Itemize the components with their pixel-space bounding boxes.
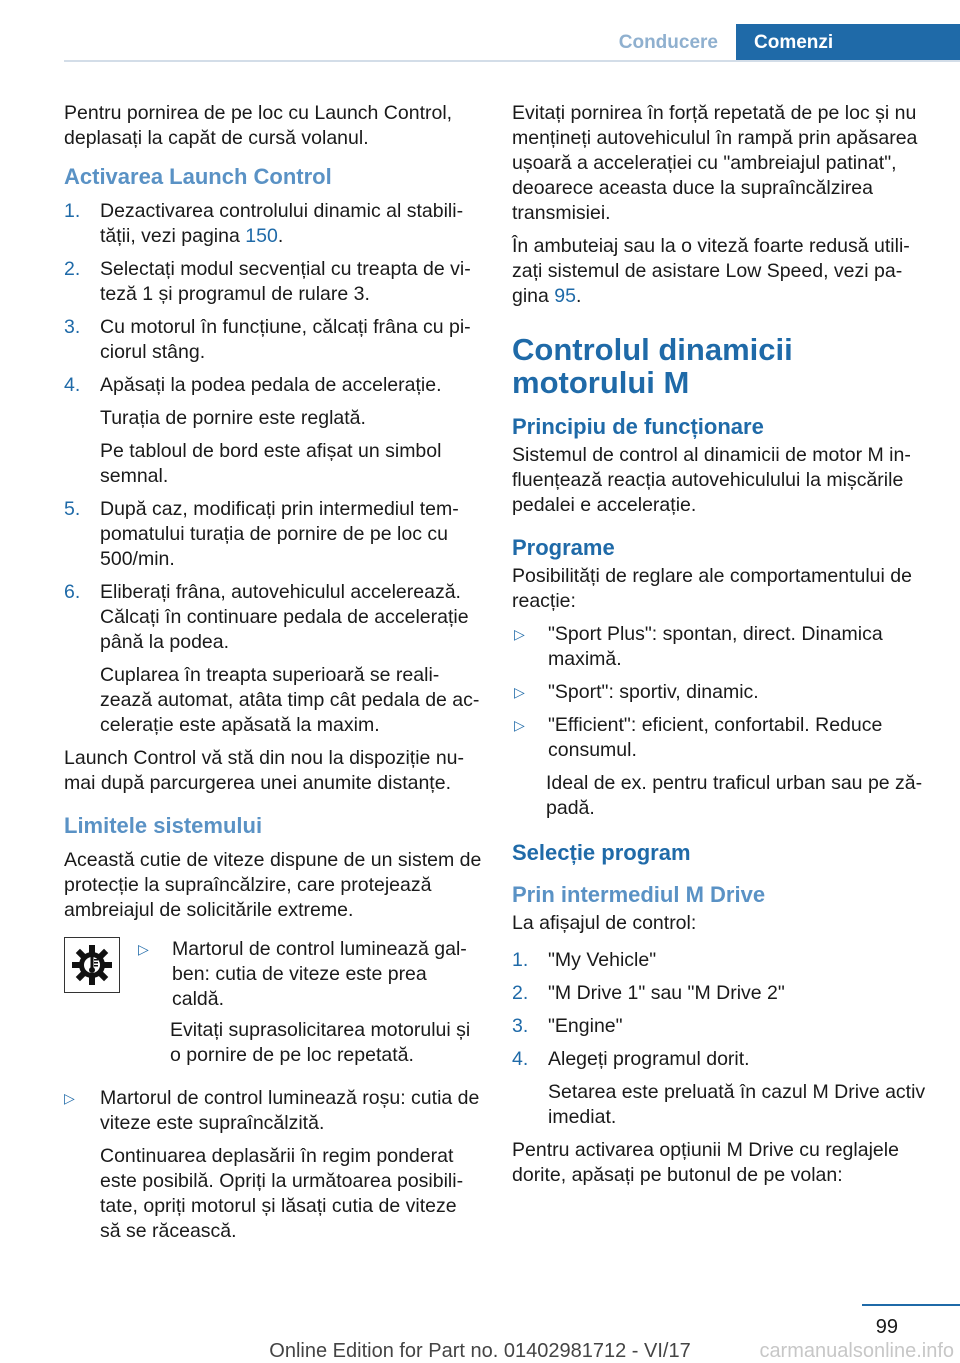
heading-activation: Activarea Launch Control — [64, 164, 332, 189]
gearbox-temperature-icon — [64, 937, 120, 993]
heading-selection: Selecție program — [512, 840, 691, 865]
step-text: "My Vehicle" — [548, 949, 657, 971]
step-6 — [64, 580, 482, 655]
triangle-bullet-icon: ▷ — [514, 717, 525, 733]
program-efficient-note: Ideal de ex. pentru traficul urban sau pe ză‐padă. — [546, 772, 923, 819]
mdrive-step — [512, 981, 930, 1006]
program-item — [512, 622, 930, 672]
footer-divider — [862, 1304, 960, 1306]
heading-principle: Principiu de funcționare — [512, 414, 764, 439]
mdrive-intro: La afișajul de control: — [512, 912, 697, 934]
header-divider — [64, 60, 960, 62]
triangle-bullet-icon: ▷ — [138, 941, 149, 957]
left-column — [64, 101, 482, 1252]
mdrive-step — [512, 948, 930, 973]
warning-yellow-line: Martorul de control luminează gal‐ben: cutia de viteze este prea caldă. — [172, 938, 467, 1010]
step-1 — [64, 199, 482, 249]
warning-yellow-note: Evitați suprasolicitarea motorului și o pornire de pe loc repetată. — [170, 1019, 471, 1066]
program-item — [512, 680, 930, 705]
warning-red — [64, 1086, 482, 1136]
step-number: 2. — [512, 982, 529, 1004]
low-speed-paragraph: În ambuteiaj sau la o viteză foarte redusă utili‐zați sistemul de asistare Low Speed, vezi pa‐gina 95. — [512, 235, 910, 307]
edition-footer: Online Edition for Part no. 01402981712 - VI/17 — [269, 1340, 691, 1362]
step-number: 1. — [64, 200, 81, 222]
watermark: carmanualsonline.info — [759, 1340, 954, 1362]
program-text: "Sport Plus": spontan, direct. Dinamica maximă. — [548, 623, 883, 670]
step-3 — [64, 315, 482, 365]
warning-yellow-text — [136, 937, 482, 1076]
triangle-bullet-icon: ▷ — [514, 626, 525, 642]
program-text: "Efficient": eficient, confortabil. Reduce consumul. — [548, 714, 883, 761]
step-number: 2. — [64, 258, 81, 280]
intro-paragraph: Pentru pornirea de pe loc cu Launch Control, deplasați la capăt de cursă volanul. — [64, 102, 453, 149]
triangle-bullet-icon: ▷ — [64, 1090, 75, 1106]
tab-conducere[interactable]: Conducere — [618, 32, 718, 53]
header-tabs — [601, 24, 960, 62]
step-2 — [64, 257, 482, 307]
step-number: 6. — [64, 581, 81, 603]
avoid-paragraph: Evitați pornirea în forță repetată de pe loc și nu mențineți autovehiculul în rampă prin apăsarea ușoară a accelerației cu "ambreiajul patinat", deoarece aceasta duce la supraîncălzirea transmisiei. — [512, 102, 918, 224]
tab-comenzi[interactable]: Comenzi — [736, 24, 960, 62]
mdrive-step — [512, 1047, 930, 1072]
final-paragraph: Pentru activarea opțiunii M Drive cu reglajele dorite, apăsați pe butonul de pe volan: — [512, 1139, 899, 1186]
heading-engine-dynamics: Controlul dinamicii motorului M — [512, 332, 793, 400]
right-column — [512, 101, 930, 1196]
page-link-150[interactable]: 150 — [245, 225, 278, 247]
step-6-note: Cuplarea în treapta superioară se reali‐zează automat, atâta timp cât pedala de ac‐celerație este apăsată la maxim. — [100, 664, 480, 736]
step-number: 4. — [512, 1048, 529, 1070]
warning-red-line: Martorul de control luminează roșu: cutia de viteze este supraîncălzită. — [100, 1087, 480, 1134]
step-number: 3. — [64, 316, 81, 338]
warning-red-note: Continuarea deplasării în regim ponderat este posibilă. Opriți la următoarea posibili‐tate, opriți motorul și lăsați cutia de viteze să se răcească. — [100, 1145, 464, 1242]
step-text: Cu motorul în funcțiune, călcați frâna cu pi‐ciorul stâng. — [100, 316, 471, 363]
step-number: 5. — [64, 498, 81, 520]
step-4 — [64, 373, 482, 398]
step-text: "Engine" — [548, 1015, 623, 1037]
step-text: Apăsați la podea pedala de accelerație. — [100, 374, 442, 396]
step-text: Selectați modul secvențial cu treapta de vi‐teză 1 și programul de rulare 3. — [100, 258, 471, 305]
principle-paragraph: Sistemul de control al dinamicii de motor M in‐fluențează reacția autovehiculului la mișcările pedalei e accelerație. — [512, 444, 911, 516]
triangle-bullet-icon: ▷ — [514, 684, 525, 700]
step-number: 4. — [64, 374, 81, 396]
limits-paragraph: Această cutie de viteze dispune de un sistem de protecție la supraîncălzire, care protejează ambreiajul de solicitările extreme. — [64, 849, 482, 921]
warning-yellow — [64, 937, 482, 1076]
step-number: 1. — [512, 949, 529, 971]
step-4-note-1: Turația de pornire este reglată. — [100, 407, 366, 429]
step-text: Alegeți programul dorit. — [548, 1048, 750, 1070]
heading-programs: Programe — [512, 535, 615, 560]
heading-mdrive: Prin intermediul M Drive — [512, 882, 766, 907]
availability-paragraph: Launch Control vă stă din nou la dispoziție nu‐mai după parcurgerea unei anumite distanțe. — [64, 747, 464, 794]
step-number: 3. — [512, 1015, 529, 1037]
step-text: "M Drive 1" sau "M Drive 2" — [548, 982, 785, 1004]
program-text: "Sport": sportiv, dinamic. — [548, 681, 759, 703]
step-5 — [64, 497, 482, 572]
page-link-95[interactable]: 95 — [554, 285, 576, 307]
program-item — [512, 713, 930, 763]
page-number: 99 — [875, 1316, 898, 1338]
step-text: După caz, modificați prin intermediul tem‐pomatului turația de pornire de pe loc cu 500/min. — [100, 498, 459, 570]
step-4-note-2: Pe tabloul de bord este afișat un simbol semnal. — [100, 440, 442, 487]
heading-limits: Limitele sistemului — [64, 813, 263, 838]
step-text: Eliberați frâna, autovehiculul accelerează. Călcați în continuare pedala de accelerație până la podea. — [100, 581, 469, 653]
mdrive-step — [512, 1014, 930, 1039]
programs-intro: Posibilități de reglare ale comportamentului de reacție: — [512, 565, 912, 612]
step-text: Dezactivarea controlului dinamic al stabili‐tății, vezi pagina 150. — [100, 200, 464, 247]
mdrive-step-4-note: Setarea este preluată în cazul M Drive activ imediat. — [548, 1081, 926, 1128]
